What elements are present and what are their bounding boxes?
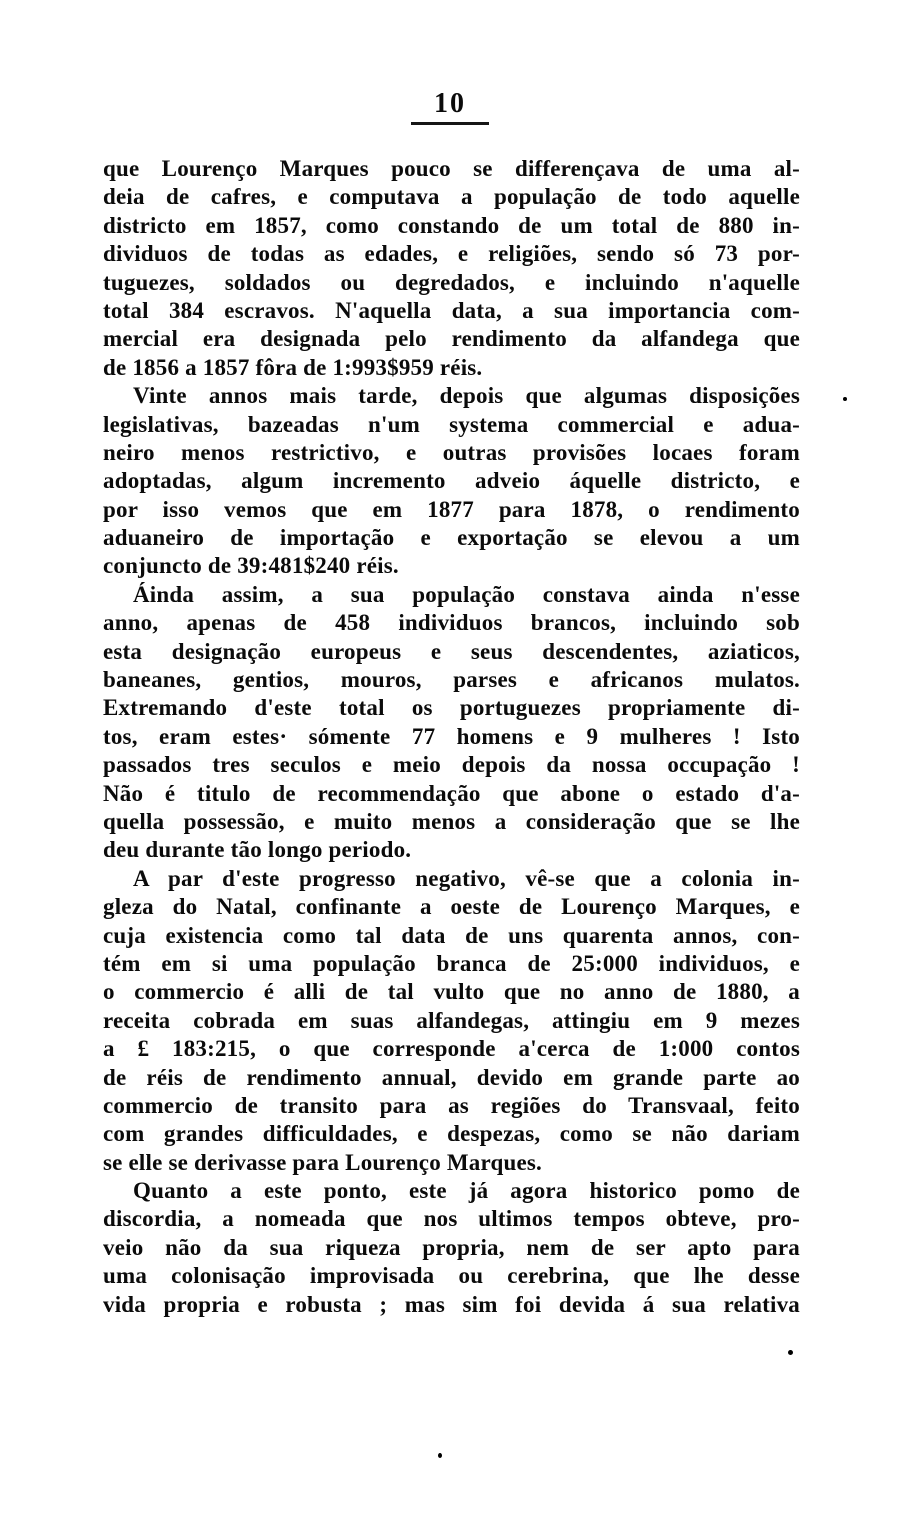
page-header [0,88,900,125]
text-line: receita cobrada em suas alfandegas, attingiu em 9 mezes [103,1007,800,1033]
text-line: commercio de transito para as regiões do Transvaal, feito [103,1092,800,1118]
text-line: veio não da sua riqueza propria, nem de ser apto para [103,1234,800,1260]
text-line: A par d'este progresso negativo, vê-se que a colonia in- [133,865,800,891]
text-line: o commercio é alli de tal vulto que no anno de 1880, a [103,979,800,1005]
paragraph [103,382,800,581]
body-text [103,155,800,1319]
paragraph [103,865,800,1177]
text-line: de 1856 a 1857 fôra de 1:993$959 réis. [103,354,483,380]
text-line: aduaneiro de importação e exportação se elevou a um [103,525,800,551]
text-line: gleza do Natal, confinante a oeste de Lourenço Marques, e [103,894,800,920]
text-line: deia de cafres, e computava a população de todo aquelle [103,184,800,210]
text-line: districto em 1857, como constando de um total de 880 in- [103,212,800,238]
text-line: uma colonisação improvisada ou cerebrina, que lhe desse [103,1263,800,1289]
scan-speck [438,1453,442,1458]
text-line: tém em si uma população branca de 25:000 individuos, e [103,950,800,976]
text-line: esta designação europeus e seus descendentes, aziaticos, [103,638,800,664]
text-line: neiro menos restrictivo, e outras provisões locaes foram [103,439,800,465]
scan-speck [843,397,847,401]
text-line: conjuncto de 39:481$240 réis. [103,553,399,579]
text-line: Quanto a este ponto, este já agora historico pomo de [133,1178,800,1204]
paragraph [103,155,800,382]
text-line: a £ 183:215, o que corresponde a'cerca de 1:000 contos [103,1036,800,1062]
text-line: passados tres seculos e meio depois da nossa occupação ! [103,752,800,778]
text-line: Extremando d'este total os portuguezes propriamente di- [103,695,800,721]
text-line: deu durante tão longo periodo. [103,837,412,863]
paragraph [103,1177,800,1319]
text-line: vida propria e robusta ; mas sim foi devida á sua relativa [103,1291,800,1317]
text-line: de réis de rendimento annual, devido em grande parte ao [103,1064,800,1090]
text-line: baneanes, gentios, mouros, parses e africanos mulatos. [103,667,800,693]
text-line: com grandes difficuldades, e despezas, como se não dariam [103,1121,800,1147]
text-line: quella possessão, e muito menos a consideração que se lhe [103,808,800,834]
scan-speck [788,1350,793,1355]
text-line: se elle se derivasse para Lourenço Marques. [103,1149,542,1175]
text-line: Não é titulo de recommendação que abone o estado d'a- [103,780,800,806]
text-line: que Lourenço Marques pouco se differençava de uma al- [103,156,800,181]
text-line: legislativas, bazeadas n'um systema commercial e adua- [103,411,800,437]
text-line: Áinda assim, a sua população constava ainda n'esse [133,581,800,607]
text-line: anno, apenas de 458 individuos brancos, incluindo sob [103,610,800,636]
text-line: discordia, a nomeada que nos ultimos tempos obteve, pro- [103,1206,800,1232]
text-line: mercial era designada pelo rendimento da alfandega que [103,326,800,352]
text-line: tuguezes, soldados ou degredados, e incluindo n'aquelle [103,269,800,295]
page-number-rule [411,122,489,125]
text-line: cuja existencia como tal data de uns quarenta annos, con- [103,922,800,948]
text-line: adoptadas, algum incremento adveio áquelle districto, e [103,468,800,494]
paragraph [103,581,800,865]
text-line: tos, eram estes· sómente 77 homens e 9 mulheres ! Isto [103,723,800,749]
text-line: Vinte annos mais tarde, depois que algumas disposições [133,383,800,409]
text-line: dividuos de todas as edades, e religiões, sendo só 73 por- [103,241,800,267]
text-line: por isso vemos que em 1877 para 1878, o rendimento [103,496,800,522]
text-line: total 384 escravos. N'aquella data, a sua importancia com- [103,297,800,323]
page-number: 10 [434,88,466,119]
